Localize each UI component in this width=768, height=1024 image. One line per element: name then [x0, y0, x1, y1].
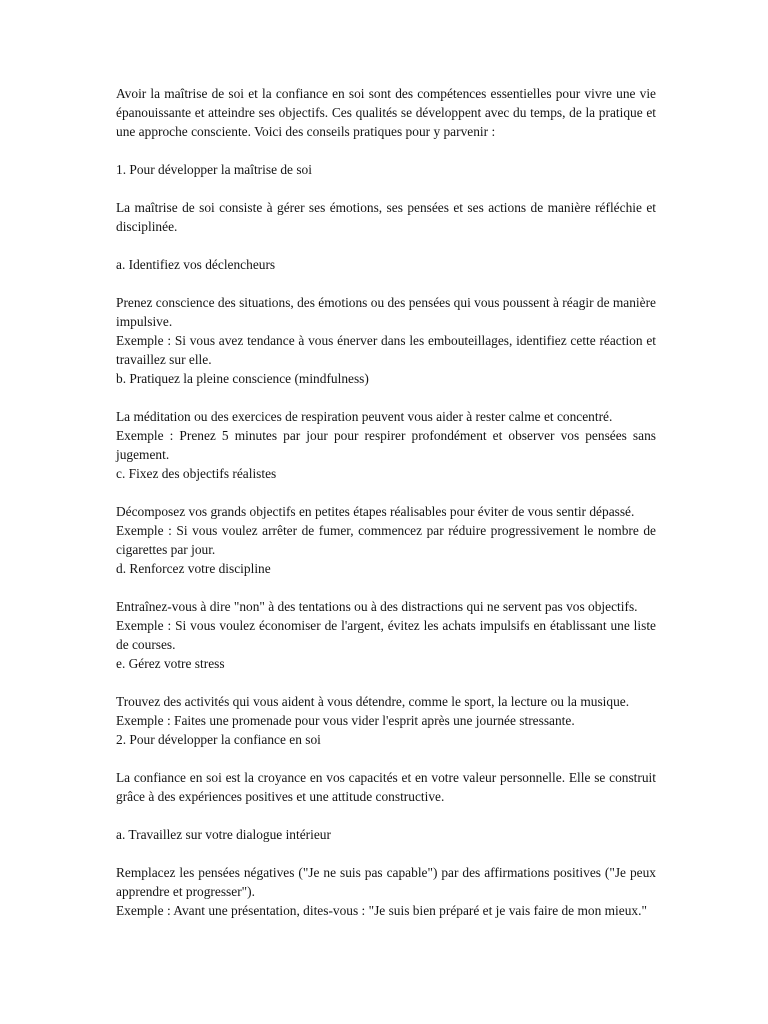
subheading-inner-dialogue: a. Travaillez sur votre dialogue intérieur	[116, 827, 331, 842]
section-heading-self-control: 1. Pour développer la maîtrise de soi	[116, 162, 312, 177]
goals-example: Exemple : Si vous voulez arrêter de fumer, commencez par réduire progressivement le nombre de cigarettes par jour.	[116, 523, 656, 557]
section-heading-confidence: 2. Pour développer la confiance en soi	[116, 732, 321, 747]
intro-paragraph: Avoir la maîtrise de soi et la confiance en soi sont des compétences essentielles pour vivre une vie épanouissante et atteindre ses objectifs. Ces qualités se développent avec du temps, de la pratique et une approche consciente. Voici des conseils pratiques pour y parvenir :	[116, 86, 656, 139]
triggers-example: Exemple : Si vous avez tendance à vous énerver dans les embouteillages, identifiez cette réaction et travaillez sur elle.	[116, 333, 656, 367]
subheading-discipline: d. Renforcez votre discipline	[116, 561, 271, 576]
document-page	[116, 84, 656, 920]
blank-line	[116, 388, 656, 407]
subheading-goals: c. Fixez des objectifs réalistes	[116, 466, 277, 481]
blank-line	[116, 749, 656, 768]
inner-dialogue-example: Exemple : Avant une présentation, dites-vous : "Je suis bien préparé et je vais faire de mon mieux."	[116, 903, 647, 918]
subheading-stress: e. Gérez votre stress	[116, 656, 225, 671]
mindfulness-example: Exemple : Prenez 5 minutes par jour pour respirer profondément et observer vos pensées sans jugement.	[116, 428, 656, 462]
blank-line	[116, 806, 656, 825]
mindfulness-paragraph: La méditation ou des exercices de respiration peuvent vous aider à rester calme et concentré.	[116, 409, 613, 424]
confidence-definition: La confiance en soi est la croyance en vos capacités et en votre valeur personnelle. Elle se construit grâce à des expériences positives et une attitude constructive.	[116, 770, 656, 804]
blank-line	[116, 483, 656, 502]
blank-line	[116, 844, 656, 863]
blank-line	[116, 236, 656, 255]
self-control-definition: La maîtrise de soi consiste à gérer ses émotions, ses pensées et ses actions de manière réfléchie et disciplinée.	[116, 200, 656, 234]
stress-paragraph: Trouvez des activités qui vous aident à vous détendre, comme le sport, la lecture ou la musique.	[116, 694, 630, 709]
blank-line	[116, 578, 656, 597]
blank-line	[116, 673, 656, 692]
discipline-paragraph: Entraînez-vous à dire "non" à des tentations ou à des distractions qui ne servent pas vos objectifs.	[116, 599, 638, 614]
subheading-triggers: a. Identifiez vos déclencheurs	[116, 257, 276, 272]
blank-line	[116, 274, 656, 293]
blank-line	[116, 179, 656, 198]
inner-dialogue-paragraph: Remplacez les pensées négatives ("Je ne suis pas capable") par des affirmations positives ("Je peux apprendre et progresser").	[116, 865, 656, 899]
stress-example: Exemple : Faites une promenade pour vous vider l'esprit après une journée stressante.	[116, 713, 575, 728]
triggers-paragraph: Prenez conscience des situations, des émotions ou des pensées qui vous poussent à réagir de manière impulsive.	[116, 295, 656, 329]
goals-paragraph: Décomposez vos grands objectifs en petites étapes réalisables pour éviter de vous sentir dépassé.	[116, 504, 635, 519]
discipline-example: Exemple : Si vous voulez économiser de l'argent, évitez les achats impulsifs en établissant une liste de courses.	[116, 618, 656, 652]
subheading-mindfulness: b. Pratiquez la pleine conscience (mindfulness)	[116, 371, 369, 386]
blank-line	[116, 141, 656, 160]
